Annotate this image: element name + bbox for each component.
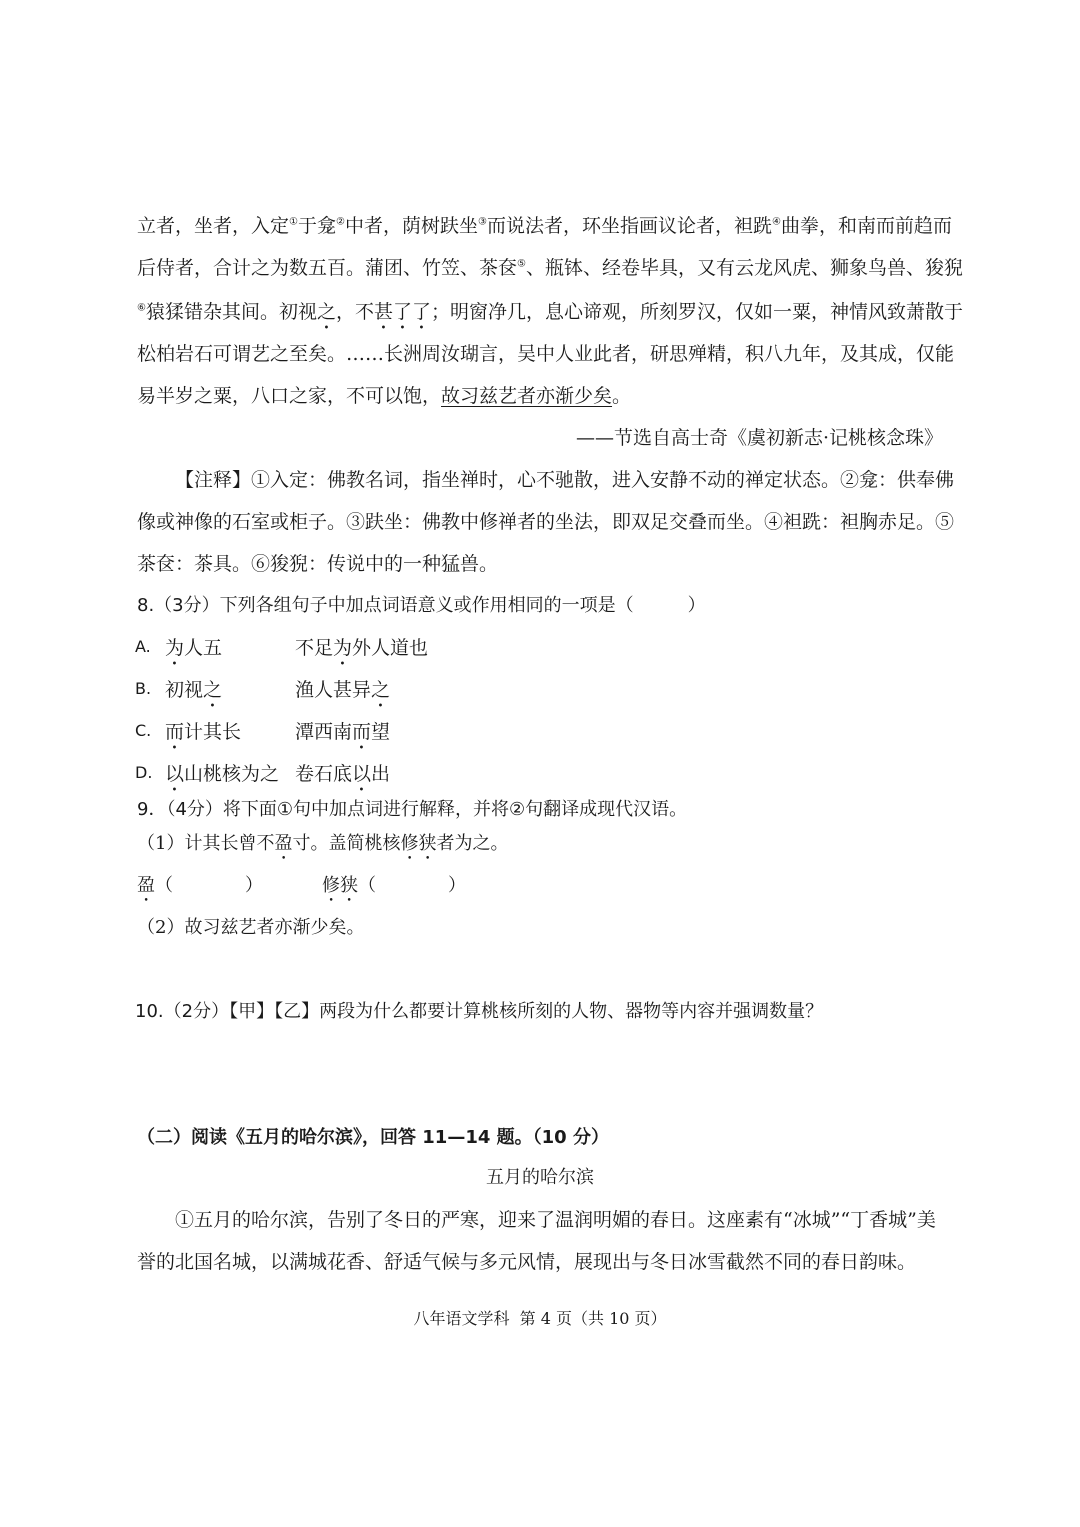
q8-option-d: D. 以山桃核为之 卷石底以出: [135, 763, 391, 785]
passage-line-3: ⑥猿猱错杂其间。初视之，不甚了了；明窗净几，息心谛观，所刻罗汉，仅如一粟，神情风致萧散于: [137, 301, 964, 323]
q10-stem: 10.（2分）【甲】【乙】两段为什么都要计算桃核所刻的人物、器物等内容并强调数量？: [135, 1001, 824, 1022]
section-heading: （二）阅读《五月的哈尔滨》，回答 11—14 题。（10 分）: [137, 1127, 609, 1148]
q8-option-b: B. 初视之 渔人甚异之: [135, 679, 391, 701]
option-label: B.: [135, 679, 152, 698]
passage-line-4: 松柏岩石可谓艺之至矣。……长洲周汝瑚言，吴中人业此者，研思殚精，积八九年，及其成，仅能: [137, 343, 955, 365]
option-label: A.: [135, 637, 151, 656]
q9-blank-2: 修狭（ ）: [322, 875, 466, 896]
q9-blank-1: 盈（ ）: [137, 875, 263, 896]
article-title: 五月的哈尔滨: [486, 1167, 594, 1188]
q8-option-c: C. 而计其长 潭西南而望: [135, 721, 391, 743]
passage-line-2: 后侍者，合计之为数五百。蒲团、竹笠、茶奁⑤、瓶钵、经卷毕具，又有云龙风虎、狮象鸟兽、狻猊: [137, 257, 963, 279]
passage-line-1: 立者，坐者，入定①于龛②中者，荫树趺坐③而说法者，环坐指画议论者，袒跣④曲拳，和南而前趋而: [137, 215, 952, 237]
q9-stem: 9．（4分）将下面①句中加点词进行解释，并将②句翻译成现代汉语。: [137, 799, 688, 820]
page-footer: 八年语文学科 第 4 页（共 10 页）: [413, 1309, 667, 1328]
notes-line-2: 像或神像的石室或柜子。③趺坐：佛教中修禅者的坐法，即双足交叠而坐。④袒跣：袒胸赤足。⑤: [137, 511, 955, 533]
q9-sentence-1: （1）计其长曾不盈寸。盖简桃核修狭者为之。: [137, 833, 509, 854]
q9-sentence-2: （2）故习兹艺者亦渐少矣。: [137, 917, 365, 938]
answer-blank[interactable]: （ ）: [155, 875, 263, 896]
notes-line-1: 【注释】①入定：佛教名词，指坐禅时，心不驰散，进入安静不动的禅定状态。②龛：供奉佛: [175, 469, 955, 491]
article-paragraph-line-2: 誉的北国名城，以满城花香、舒适气候与多元风情，展现出与冬日冰雪截然不同的春日韵味。: [137, 1251, 917, 1273]
passage-line-5: 易半岁之粟，八口之家，不可以饱，故习兹艺者亦渐少矣。: [137, 385, 632, 407]
notes-line-3: 茶奁：茶具。⑥狻猊：传说中的一种猛兽。: [137, 553, 499, 575]
answer-blank[interactable]: （ ）: [358, 875, 466, 896]
option-label: C.: [135, 721, 152, 740]
q8-stem: 8.（3分）下列各组句子中加点词语意义或作用相同的一项是（ ）: [137, 595, 706, 616]
underlined-sentence: 故习兹艺者亦渐少矣: [441, 385, 613, 407]
q8-option-a: A. 为人五 不足为外人道也: [135, 637, 429, 659]
passage-source: ——节选自高士奇《虞初新志·记桃核念珠》: [575, 427, 943, 449]
option-label: D.: [135, 763, 153, 782]
article-paragraph-line-1: ①五月的哈尔滨，告别了冬日的严寒，迎来了温润明媚的春日。这座素有“冰城”“丁香城”美: [175, 1209, 936, 1231]
